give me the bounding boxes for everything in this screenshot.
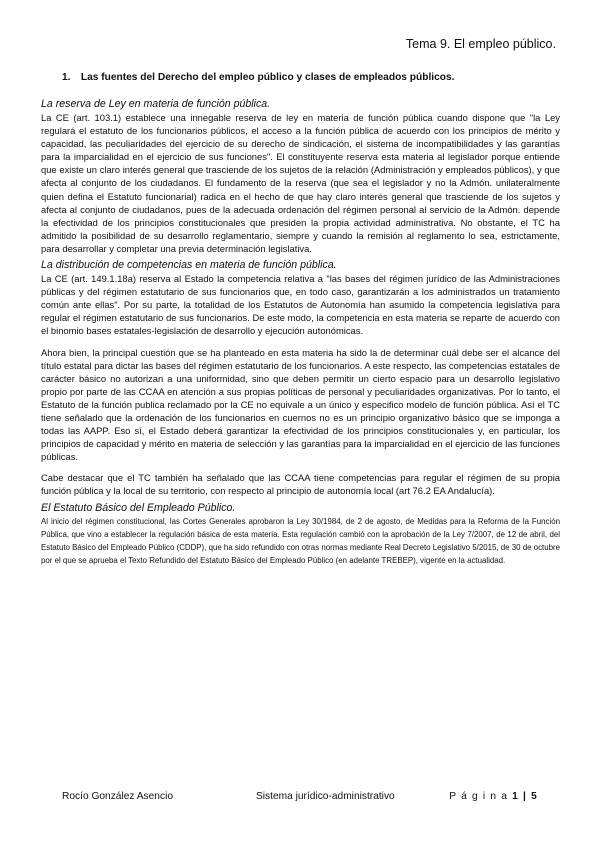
paragraph-distribucion-3: Cabe destacar que el TC también ha señalado que las CCAA tiene competencias para regular el régimen de su propia función pública y la local de su territorio, con respecto al principio de autonomía local (art 76.2 EA Andalucía). <box>41 472 560 497</box>
paragraph-distribucion-1: La CE (art. 149.1.18a) reserva al Estado la competencia relativa a "las bases del régimen jurídico de las Administraciones públicas y del régimen estatutario de sus funcionarios que, en todo caso, garantizarán a los administrados un tratamiento común ante ellas". Por su parte, la totalidad de los Estatutos de Autonomía han asumido la competencia legislativa para regular el régimen estatutario de sus funcionarios. De este modo, la competencia en esta materia se reparte de acuerdo con el binomio bases estatales-legislación de desarrollo y ejecución autonómicas. <box>41 273 560 337</box>
footer-page-number: 1 | 5 <box>512 791 538 802</box>
subsection-title-estatuto-basico: El Estatuto Básico del Empleado Público. <box>41 501 236 514</box>
section-heading-text: Las fuentes del Derecho del empleo público y clases de empleados públicos. <box>80 72 455 83</box>
subsection-title-reserva-ley: La reserva de Ley en materia de función pública. <box>41 98 271 110</box>
section-heading-number: 1. <box>62 72 71 83</box>
footer-subject: Sistema jurídico-administrativo <box>256 791 395 802</box>
document-body <box>41 98 560 567</box>
paragraph-reserva-ley: La CE (art. 103.1) establece una innegable reserva de ley en materia de función pública cuando dispone que "la Ley regulará el estatuto de los funcionarios públicos, el acceso a la función pública de acuerdo con los principios de mérito y capacidad, las peculiaridades del ejercicio de su derecho de sindicación, el sistema de incompatibilidades y las garantías para la imparcialidad en el ejercicio de sus funciones". El constituyente reserva esta materia al legislador porque entiende que existe un claro interés general que trasciende de los sujetos de la relación (Administración y empleados públicos), y que afecta al conjunto de los ciudadanos. El fundamento de la reserva (que sea el legislador y no la Admón. unilateralmente quien defina el Estatuto funcionarial) radica en el hecho de que hay claro interés general que trasciende de los sujetos y afecta al conjunto de ciudadanos, pues de la adecuada ordenación del régimen personal al servicio de la Admón. depende la efectividad de los principios constitucionales que presiden la propia actividad administrativa. No obstante, el TC ha admitido la posibilidad de su desarrollo reglamentario, siempre y cuando la remisión al reglamento lo sea, estrictamente, para desarrollar y completar una previa determinación legislativa. <box>41 112 560 254</box>
paragraph-distribucion-2: Ahora bien, la principal cuestión que se ha planteado en esta materia ha sido la de determinar cuál debe ser el alcance del título estatal para dictar las bases del régimen estatutario de los funcionarios. A este respecto, las competencias estatales de carácter básico no autorizan a una uniformidad, sino que deben permitir un cierto espacio para un desarrollo legislativo propio por parte de las CCAA en atención a sus propias políticas de personal y peculiaridades organizativas. Por lo tanto, el Estatuto de la función publica reclamado por la CE no equivale a un único y especifico modelo de función pública. Así el TC tiene señalado que la ordenación de los funcionarios en cuernos no es un principio organizativo básico que se imponga a todas las AAPP. Eso sí, el Estado deberá garantizar la efectividad de los principios constitucionales y, en particular, los principios de capacidad y mérito en materia de selección y las garantías para la imparcialidad en el ejercicio de las funciones públicas. <box>41 346 560 463</box>
section-heading <box>62 72 455 83</box>
footer-author: Rocío González Asencio <box>62 791 173 802</box>
paragraph-estatuto-basico: Al inicio del régimen constitucional, las Cortes Generales aprobaron la Ley 30/1984, de 2 de agosto, de Medidas para la Reforma de la Función Pública, que vino a establecer la regulación básica de esta materia. Esta regulación cambió con la aprobación de la Ley 7/2007, de 12 de abril, del Estatuto Básico del Empleado Público (CDDP), que ha sido refundido con otras normas mediante Real Decreto Legislativo 5/2015, de 30 de octubre por el que se aprueba el Texto Refundido del Estatuto Básico del Empleado Público (en adelante TREBEP), vigente en la actualidad. <box>41 516 560 565</box>
footer-page-indicator <box>449 791 538 802</box>
page-header-title: Tema 9. El empleo público. <box>405 37 556 51</box>
subsection-title-distribucion-competencias: La distribución de competencias en materia de función pública. <box>41 259 337 272</box>
footer-page-word: P á g i n a <box>449 791 509 802</box>
